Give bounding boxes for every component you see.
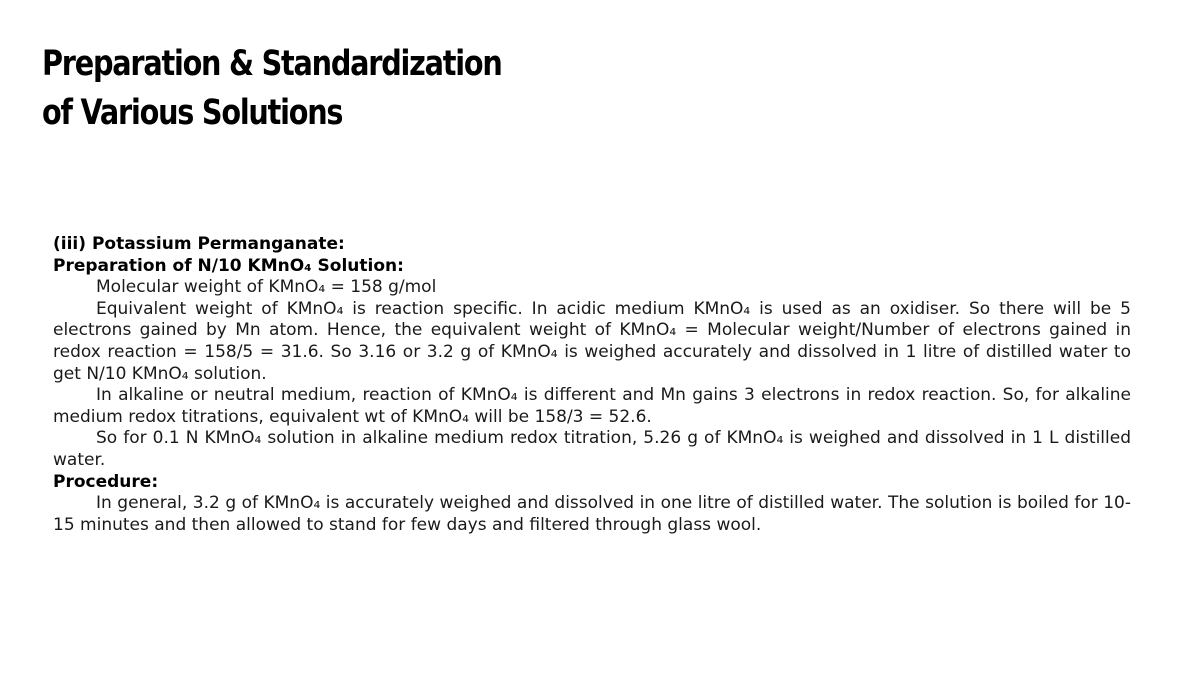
procedure-paragraph: In general, 3.2 g of KMnO₄ is accurately weighed and dissolved in one litre of distilled water. The solution is boiled for 10-15 minutes and then allowed to stand for few days and filtered through glass wool.: [53, 493, 1131, 535]
slide-title: [42, 40, 616, 138]
document-excerpt: [53, 234, 1131, 536]
procedure-heading: Procedure:: [53, 471, 159, 492]
molecular-weight-line: Molecular weight of KMnO₄ = 158 g/mol: [96, 277, 437, 298]
equivalent-weight-paragraph: Equivalent weight of KMnO₄ is reaction specific. In acidic medium KMnO₄ is used as an oxidiser. So there will be 5 electrons gained by Mn atom. Hence, the equivalent weight of KMnO₄ = Molecular weight/Number of electrons gained in redox reaction = 158/5 = 31.6. So 3.16 or 3.2 g of KMnO₄ is weighed accurately and dissolved in 1 litre of distilled water to get N/10 KMnO₄ solution.: [53, 298, 1131, 384]
slide-title-line-2: of Various Solutions: [42, 93, 343, 133]
section-heading: (iii) Potassium Permanganate:: [53, 234, 345, 254]
slide-title-line-1: Preparation & Standardization: [42, 44, 502, 84]
point-one-normal-paragraph: So for 0.1 N KMnO₄ solution in alkaline medium redox titration, 5.26 g of KMnO₄ is weighed and dissolved in 1 L distilled water.: [53, 428, 1131, 470]
alkaline-medium-paragraph: In alkaline or neutral medium, reaction of KMnO₄ is different and Mn gains 3 electrons in redox reaction. So, for alkaline medium redox titrations, equivalent wt of KMnO₄ will be 158/3 = 52.6.: [53, 385, 1131, 427]
preparation-heading: Preparation of N/10 KMnO₄ Solution:: [53, 255, 404, 276]
